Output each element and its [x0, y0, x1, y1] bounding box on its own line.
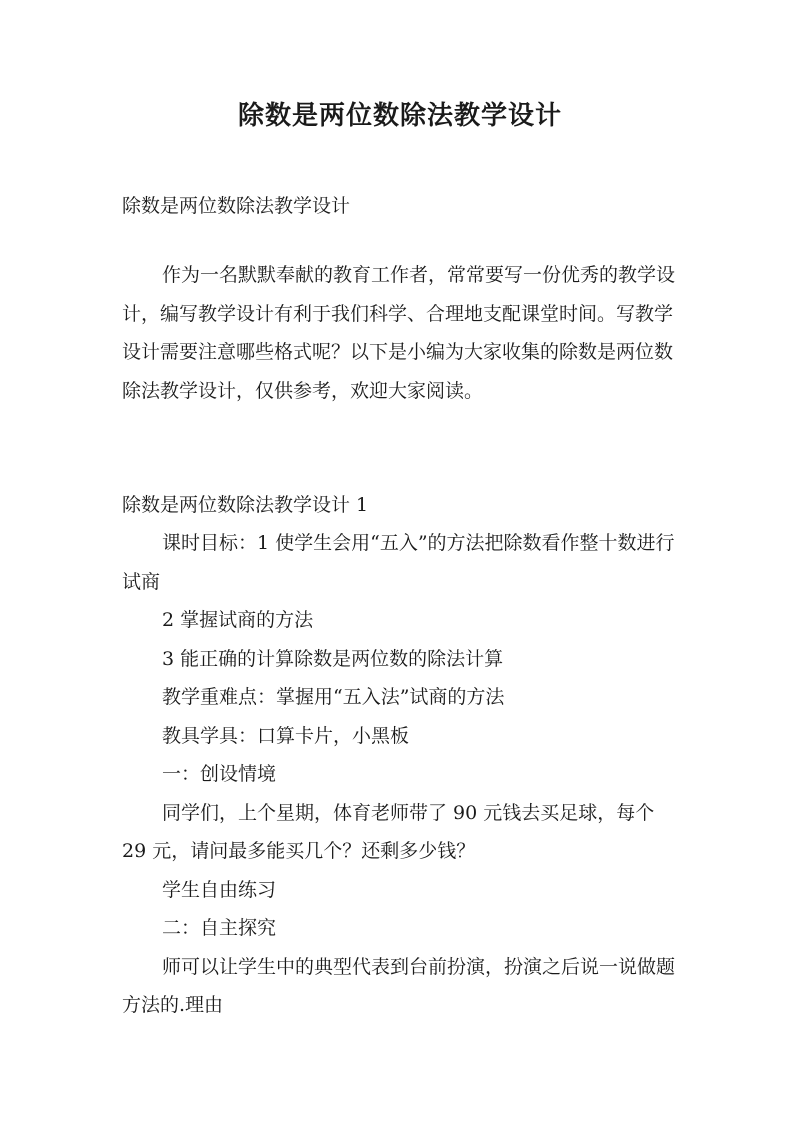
paragraph-key-points: 教学重难点：掌握用“五入法”试商的方法 [162, 686, 505, 708]
paragraph-objective-3: 3 能正确的计算除数是两位数的除法计算 [162, 647, 504, 670]
paragraph-objective-2: 2 掌握试商的方法 [162, 609, 314, 631]
document-subtitle: 除数是两位数除法教学设计 [122, 195, 351, 217]
section-heading: 除数是两位数除法教学设计 1 [122, 494, 369, 516]
document-title: 除数是两位数除法教学设计 [237, 101, 562, 131]
paragraph-scenario: 同学们，上个星期，体育老师带了 90 元钱去买足球，每个 29 元，请问最多能买几个？还剩多少钱？ [122, 801, 655, 862]
paragraph-step-2: 二：自主探究 [162, 917, 277, 939]
paragraph-practice: 学生自由练习 [162, 878, 277, 901]
intro-paragraph: 作为一名默默奉献的教育工作者，常常要写一份优秀的教学设计，编写教学设计有利于我们科学、合理地支配课堂时间。写教学设计需要注意哪些格式呢？以下是小编为大家收集的除数是两位数除法教学设计，仅供参考，欢迎大家阅读。 [122, 264, 676, 402]
paragraph-explore: 师可以让学生中的典型代表到台前扮演，扮演之后说一说做题方法的.理由 [122, 955, 676, 1016]
paragraph-step-1: 一：创设情境 [162, 763, 277, 785]
paragraph-teaching-aids: 教具学具：口算卡片，小黑板 [162, 724, 410, 747]
paragraph-objectives: 课时目标：1 使学生会用“五入”的方法把除数看作整十数进行试商 [122, 532, 675, 593]
section-content [122, 524, 682, 1025]
